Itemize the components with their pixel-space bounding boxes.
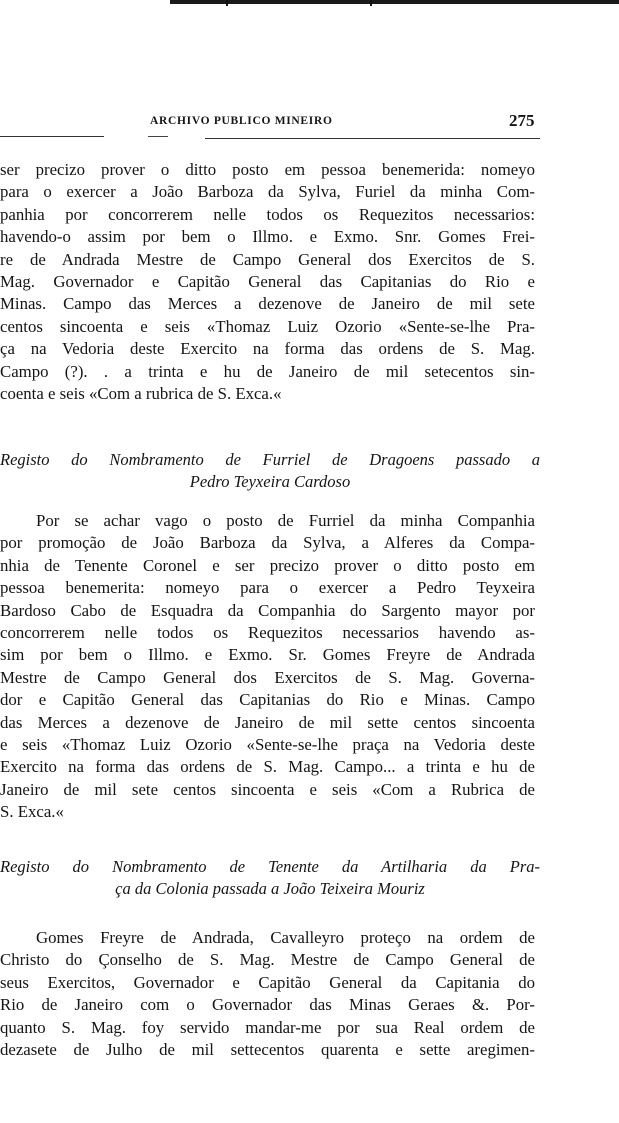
- text-line: das Merces a dezenove de Janeiro de mil sette centos sincoenta: [0, 712, 535, 732]
- text-line: ser precizo prover o ditto posto em pessoa benemerida: nomeyo: [0, 160, 535, 179]
- text-line: centos sincoenta e seis «Thomaz Luiz Ozorio «Sente-se-lhe Pra-: [0, 316, 535, 336]
- text-line: seus Exercitos, Governador e Capitão General da Capitania do: [0, 972, 535, 992]
- section-heading: [0, 449, 540, 493]
- text-line: nhia de Tenente Coronel e ser precizo prover o ditto posto em: [0, 555, 535, 575]
- text-line: coenta e seis «Com a rubrica de S. Exca.«: [0, 383, 282, 403]
- text-line: sim por bem o Illmo. e Exmo. Sr. Gomes Freyre de Andrada: [0, 645, 535, 665]
- text-line: re de Andrada Mestre de Campo General dos Exercitos de S.: [0, 249, 535, 269]
- text-line: Minas. Campo das Merces a dezenove de Janeiro de mil sete: [0, 294, 535, 314]
- text-line: por promoção de João Barboza da Sylva, a Alferes da Compa-: [0, 533, 535, 553]
- text-line: Bardoso Cabo de Esquadra da Companhia do Sargento mayor por: [0, 600, 535, 620]
- scan-edge-shadow: [170, 0, 619, 4]
- text-line: Por se achar vago o posto de Furriel da minha Companhia: [36, 511, 535, 530]
- text-line: Rio de Janeiro com o Governador das Minas Geraes &. Por-: [0, 995, 535, 1015]
- scan-edge-mark: [370, 0, 372, 6]
- text-line: Gomes Freyre de Andrada, Cavalleyro proteço na ordem de: [36, 928, 535, 947]
- text-line: Mestre de Campo General dos Exercitos de S. Mag. Governa-: [0, 667, 535, 687]
- heading-line: ça da Colonia passada a João Teixeira Mouriz: [115, 879, 425, 898]
- text-line: S. Exca.«: [0, 802, 64, 822]
- header-rule: [0, 136, 104, 137]
- paragraph: [0, 510, 535, 823]
- text-line: Campo (?). . a trinta e hu de Janeiro de mil setecentos sin-: [0, 361, 535, 381]
- paragraph: [0, 159, 535, 405]
- text-line: para o exercer a João Barboza da Sylva, Furiel da minha Com-: [0, 182, 535, 202]
- scan-edge-mark: [226, 0, 228, 6]
- header-rule: [148, 136, 168, 137]
- page-number: 275: [509, 111, 535, 130]
- text-line: Exercito na forma das ordens de S. Mag. Campo... a trinta e hu de: [0, 757, 535, 777]
- header-rule: [205, 138, 540, 139]
- text-line: e seis «Thomaz Luiz Ozorio «Sente-se-lhe praça na Vedoria deste: [0, 734, 535, 754]
- running-header: [0, 111, 619, 133]
- heading-line: Registo do Nombramento de Furriel de Dragoens passado a: [0, 450, 540, 469]
- text-line: dezasete de Julho de mil settecentos quarenta e sette aregimen-: [0, 1039, 535, 1059]
- text-line: quanto S. Mag. foy servido mandar-me por sua Real ordem de: [0, 1017, 535, 1037]
- text-line: concorrerem nelle todos os Requezitos necessarios havendo as-: [0, 622, 535, 642]
- text-line: Christo do Çonselho de S. Mag. Mestre de Campo General de: [0, 950, 535, 970]
- paragraph: [0, 927, 535, 1061]
- text-line: panhia por concorrerem nelle todos os Requezitos necessarios:: [0, 204, 535, 224]
- text-line: Janeiro de mil sete centos sincoenta e seis «Com a Rubrica de: [0, 779, 535, 799]
- text-line: Mag. Governador e Capitão General das Capitanias do Rio e: [0, 271, 535, 291]
- text-line: dor e Capitão General das Capitanias do Rio e Minas. Campo: [0, 690, 535, 710]
- heading-line: Pedro Teyxeira Cardoso: [189, 472, 351, 491]
- heading-line: Registo do Nombramento de Tenente da Artilharia da Pra-: [0, 857, 540, 876]
- section-heading: [0, 856, 540, 900]
- text-line: ça na Vedoria deste Exercito na forma das ordens de S. Mag.: [0, 339, 535, 359]
- text-line: pessoa benemerita: nomeyo para o exercer a Pedro Teyxeira: [0, 578, 535, 598]
- running-title: ARCHIVO PUBLICO MINEIRO: [150, 115, 333, 127]
- text-line: havendo-o assim por bem o Illmo. e Exmo. Snr. Gomes Frei-: [0, 227, 535, 247]
